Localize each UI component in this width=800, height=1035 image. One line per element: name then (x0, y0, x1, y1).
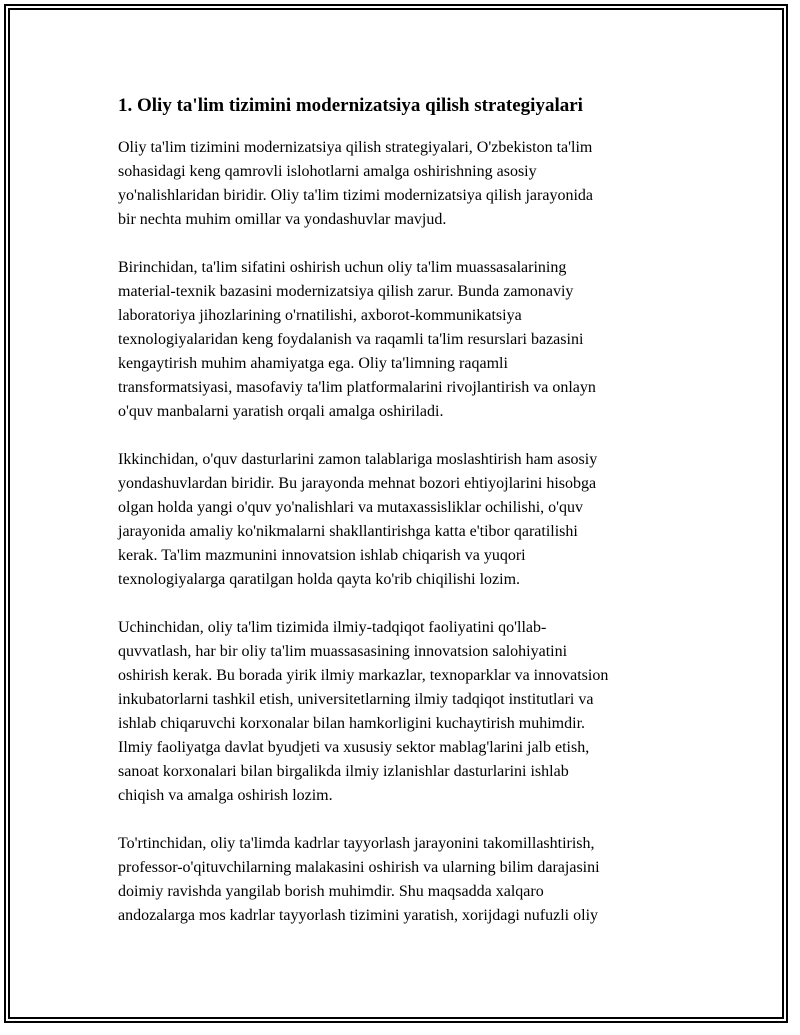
paragraph-intro (118, 136, 678, 232)
text-line: Birinchidan, ta'lim sifatini oshirish uchun oliy ta'lim muassasalarining (118, 259, 567, 276)
text-line: sohasidagi keng qamrovli islohotlarni amalga oshirishning asosiy (118, 163, 537, 180)
text-line: transformatsiyasi, masofaviy ta'lim platformalarini rivojlantirish va onlayn (118, 379, 596, 396)
text-line: texnologiyalaridan keng foydalanish va raqamli ta'lim resurslari bazasini (118, 331, 584, 348)
text-line: To'rtinchidan, oliy ta'limda kadrlar tayyorlash jarayonini takomillashtirish, (118, 835, 595, 852)
text-line: andozalarga mos kadrlar tayyorlash tizimini yaratish, xorijdagi nufuzli oliy (118, 907, 599, 924)
text-line: laboratoriya jihozlarining o'rnatilishi, axborot-kommunikatsiya (118, 307, 522, 324)
text-line: texnologiyalarga qaratilgan holda qayta ko'rib chiqilishi lozim. (118, 571, 521, 588)
text-line: quvvatlash, har bir oliy ta'lim muassasasining innovatsion salohiyatini (118, 643, 568, 660)
text-line: jarayonida amaliy ko'nikmalarni shakllantirishga katta e'tibor qaratilishi (118, 523, 578, 540)
text-line: yo'nalishlaridan biridir. Oliy ta'lim tizimi modernizatsiya qilish jarayonida (118, 187, 593, 204)
text-line: Uchinchidan, oliy ta'lim tizimida ilmiy-tadqiqot faoliyatini qo'llab- (118, 619, 547, 636)
text-line: kengaytirish muhim ahamiyatga ega. Oliy ta'limning raqamli (118, 355, 508, 372)
paragraph-third (118, 616, 678, 808)
paragraph-second (118, 448, 678, 592)
paragraph-first (118, 256, 678, 424)
text-line: Ilmiy faoliyatga davlat byudjeti va xususiy sektor mablag'larini jalb etish, (118, 739, 590, 756)
text-line: Ikkinchidan, o'quv dasturlarini zamon talablariga moslashtirish ham asosiy (118, 451, 598, 468)
text-line: inkubatorlarni tashkil etish, universitetlarning ilmiy tadqiqot institutlari va (118, 691, 594, 708)
document-body (118, 92, 678, 952)
text-line: material-texnik bazasini modernizatsiya qilish zarur. Bunda zamonaviy (118, 283, 574, 300)
text-line: o'quv manbalarni yaratish orqali amalga oshiriladi. (118, 403, 444, 420)
text-line: kerak. Ta'lim mazmunini innovatsion ishlab chiqarish va yuqori (118, 547, 526, 564)
text-line: Oliy ta'lim tizimini modernizatsiya qilish strategiyalari, O'zbekiston ta'lim (118, 139, 593, 156)
text-line: oshirish kerak. Bu borada yirik ilmiy markazlar, texnoparklar va innovatsion (118, 667, 609, 684)
text-line: chiqish va amalga oshirish lozim. (118, 787, 333, 804)
paragraph-fourth (118, 832, 678, 928)
text-line: doimiy ravishda yangilab borish muhimdir. Shu maqsadda xalqaro (118, 883, 544, 900)
text-line: professor-o'qituvchilarning malakasini oshirish va ularning bilim darajasini (118, 859, 600, 876)
text-line: yondashuvlardan biridir. Bu jarayonda mehnat bozori ehtiyojlarini hisobga (118, 475, 597, 492)
text-line: bir nechta muhim omillar va yondashuvlar mavjud. (118, 211, 447, 228)
text-line: ishlab chiqaruvchi korxonalar bilan hamkorligini kuchaytirish muhimdir. (118, 715, 586, 732)
section-heading: 1. Oliy ta'lim tizimini modernizatsiya qilish strategiyalari (118, 95, 583, 116)
text-line: olgan holda yangi o'quv yo'nalishlari va mutaxassisliklar ochilishi, o'quv (118, 499, 584, 516)
text-line: sanoat korxonalari bilan birgalikda ilmiy izlanishlar dasturlarini ishlab (118, 763, 569, 780)
